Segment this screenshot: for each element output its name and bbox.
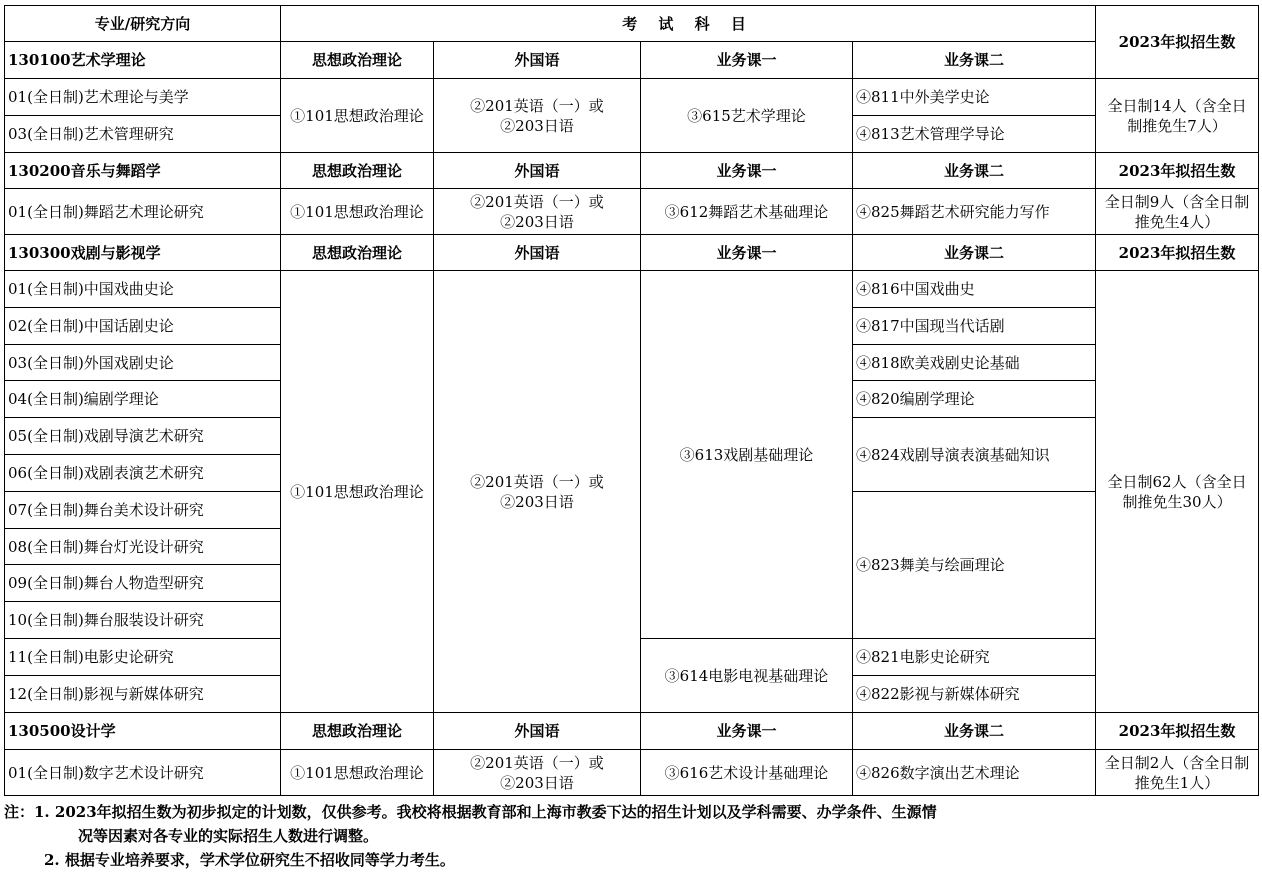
quota-line: 推免生1人）: [1134, 773, 1220, 792]
course1-cell: ③614电影电视基础理论: [641, 639, 853, 713]
research-direction: 09(全日制)舞台人物造型研究: [5, 565, 281, 602]
section-title: 130100艺术学理论: [5, 42, 281, 79]
course2-header: 业务课二: [853, 42, 1096, 79]
course2-cell: ④820编剧学理论: [853, 381, 1096, 418]
research-direction: 01(全日制)舞蹈艺术理论研究: [5, 189, 281, 235]
foreign-line: ②201英语（一）或: [470, 472, 604, 491]
quota-line: 推免生4人）: [1134, 212, 1220, 231]
quota-line: 全日制9人（含全日制: [1104, 192, 1250, 211]
section-title: 130200音乐与舞蹈学: [5, 153, 281, 189]
course1-cell: ③613戏剧基础理论: [641, 271, 853, 639]
course2-cell: ④823舞美与绘画理论: [853, 492, 1096, 639]
foreign-cell: [434, 79, 641, 153]
quota-header: 2023年拟招生数: [1096, 153, 1259, 189]
course2-header: 业务课二: [853, 235, 1096, 271]
foreign-cell: [434, 271, 641, 713]
foreign-cell: [434, 189, 641, 235]
course1-header: 业务课一: [641, 235, 853, 271]
quota-cell: [1096, 79, 1259, 153]
research-direction: 07(全日制)舞台美术设计研究: [5, 492, 281, 529]
section-title: 130500设计学: [5, 713, 281, 750]
section-title: 130300戏剧与影视学: [5, 235, 281, 271]
foreign-line: ②203日语: [500, 773, 574, 792]
politics-cell: ①101思想政治理论: [281, 271, 434, 713]
quota-header: 2023年拟招生数: [1096, 6, 1259, 79]
course1-header: 业务课一: [641, 153, 853, 189]
quota-line: 全日制14人（含全日: [1107, 96, 1247, 115]
exam-subjects-header: 考 试 科 目: [281, 6, 1096, 42]
politics-header: 思想政治理论: [281, 713, 434, 750]
course2-cell: ④824戏剧导演表演基础知识: [853, 418, 1096, 492]
course2-header: 业务课二: [853, 713, 1096, 750]
footnotes: [4, 800, 1258, 872]
course2-cell: ④825舞蹈艺术研究能力写作: [853, 189, 1096, 235]
foreign-header: 外国语: [434, 153, 641, 189]
course2-cell: ④813艺术管理学导论: [853, 116, 1096, 153]
research-direction: 01(全日制)数字艺术设计研究: [5, 750, 281, 796]
admissions-table: [4, 5, 1259, 796]
course2-cell: ④822影视与新媒体研究: [853, 676, 1096, 713]
quota-cell: [1096, 271, 1259, 713]
course2-cell: ④817中国现当代话剧: [853, 308, 1096, 345]
foreign-cell: [434, 750, 641, 796]
politics-cell: ①101思想政治理论: [281, 750, 434, 796]
footnote-line: 况等因素对各专业的实际招生人数进行调整。: [78, 827, 379, 845]
course2-cell: ④816中国戏曲史: [853, 271, 1096, 308]
politics-header: 思想政治理论: [281, 235, 434, 271]
course2-header: 业务课二: [853, 153, 1096, 189]
course1-cell: ③612舞蹈艺术基础理论: [641, 189, 853, 235]
research-direction: 11(全日制)电影史论研究: [5, 639, 281, 676]
foreign-header: 外国语: [434, 713, 641, 750]
course2-cell: ④818欧美戏剧史论基础: [853, 345, 1096, 381]
foreign-line: ②203日语: [500, 492, 574, 511]
quota-line: 制推免生30人）: [1122, 492, 1232, 511]
quota-line: 制推免生7人）: [1127, 116, 1227, 135]
research-direction: 03(全日制)外国戏剧史论: [5, 345, 281, 381]
research-direction: 01(全日制)中国戏曲史论: [5, 271, 281, 308]
research-direction: 06(全日制)戏剧表演艺术研究: [5, 455, 281, 492]
politics-cell: ①101思想政治理论: [281, 79, 434, 153]
course1-cell: ③615艺术学理论: [641, 79, 853, 153]
politics-header: 思想政治理论: [281, 153, 434, 189]
quota-line: 全日制62人（含全日: [1107, 472, 1247, 491]
politics-header: 思想政治理论: [281, 42, 434, 79]
quota-header: 2023年拟招生数: [1096, 713, 1259, 750]
politics-cell: ①101思想政治理论: [281, 189, 434, 235]
major-header: 专业/研究方向: [5, 6, 281, 42]
course2-cell: ④826数字演出艺术理论: [853, 750, 1096, 796]
research-direction: 05(全日制)戏剧导演艺术研究: [5, 418, 281, 455]
course2-cell: ④821电影史论研究: [853, 639, 1096, 676]
foreign-line: ②203日语: [500, 116, 574, 135]
foreign-line: ②201英语（一）或: [470, 96, 604, 115]
quota-cell: [1096, 189, 1259, 235]
foreign-header: 外国语: [434, 235, 641, 271]
research-direction: 03(全日制)艺术管理研究: [5, 116, 281, 153]
research-direction: 02(全日制)中国话剧史论: [5, 308, 281, 345]
course1-header: 业务课一: [641, 713, 853, 750]
quota-cell: [1096, 750, 1259, 796]
research-direction: 01(全日制)艺术理论与美学: [5, 79, 281, 116]
footnote-line: 注：1. 2023年拟招生数为初步拟定的计划数，仅供参考。我校将根据教育部和上海市教委下达的招生计划以及学科需要、办学条件、生源情: [4, 803, 937, 821]
research-direction: 04(全日制)编剧学理论: [5, 381, 281, 418]
quota-line: 全日制2人（含全日制: [1104, 753, 1250, 772]
research-direction: 10(全日制)舞台服装设计研究: [5, 602, 281, 639]
foreign-line: ②203日语: [500, 212, 574, 231]
foreign-header: 外国语: [434, 42, 641, 79]
research-direction: 12(全日制)影视与新媒体研究: [5, 676, 281, 713]
course1-header: 业务课一: [641, 42, 853, 79]
course1-cell: ③616艺术设计基础理论: [641, 750, 853, 796]
course2-cell: ④811中外美学史论: [853, 79, 1096, 116]
foreign-line: ②201英语（一）或: [470, 192, 604, 211]
quota-header: 2023年拟招生数: [1096, 235, 1259, 271]
foreign-line: ②201英语（一）或: [470, 753, 604, 772]
research-direction: 08(全日制)舞台灯光设计研究: [5, 529, 281, 565]
footnote-line: 2. 根据专业培养要求，学术学位研究生不招收同等学力考生。: [44, 851, 455, 869]
